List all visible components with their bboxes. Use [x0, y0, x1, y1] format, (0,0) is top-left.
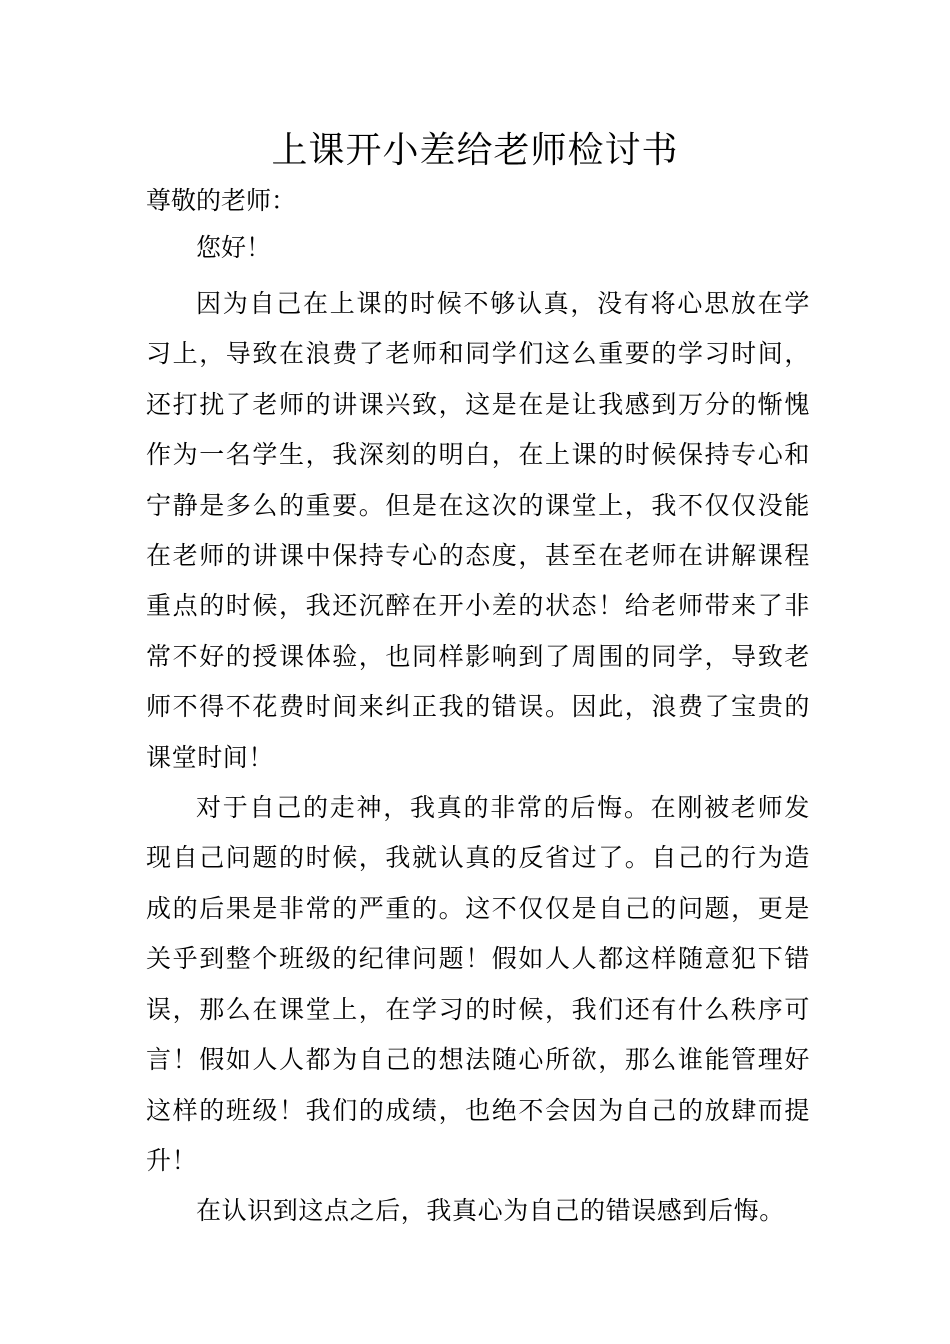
salutation: 尊敬的老师：	[146, 186, 297, 215]
document-title: 上课开小差给老师检讨书	[271, 130, 679, 171]
greeting: 您好！	[196, 233, 272, 262]
paragraph-regret: 对于自己的走神，我真的非常的后悔。在刚被老师发现自己问题的时候，我就认真的反省过了。自己的行为造成的后果是非常的严重的。这不仅仅是自己的问题，更是关乎到整个班级的纪律问题！假如人人都这样随意犯下错误，那么在课堂上，在学习的时候，我们还有什么秩序可言！假如人人都为自己的想法随心所欲，那么谁能管理好这样的班级！我们的成绩，也绝不会因为自己的放肆而提升！	[146, 793, 810, 1175]
body-paragraphs	[146, 279, 810, 1237]
paragraph-apology: 因为自己在上课的时候不够认真，没有将心思放在学习上，导致在浪费了老师和同学们这么重要的学习时间，还打扰了老师的讲课兴致，这是在是让我感到万分的惭愧作为一名学生，我深刻的明白，在上课的时候保持专心和宁静是多么的重要。但是在这次的课堂上，我不仅仅没能在老师的讲课中保持专心的态度，甚至在老师在讲解课程重点的时候，我还沉醉在开小差的状态！给老师带来了非常不好的授课体验，也同样影响到了周围的同学，导致老师不得不花费时间来纠正我的错误。因此，浪费了宝贵的课堂时间！	[146, 289, 810, 772]
paragraph-realization: 在认识到这点之后，我真心为自己的错误感到后悔。	[196, 1196, 785, 1226]
